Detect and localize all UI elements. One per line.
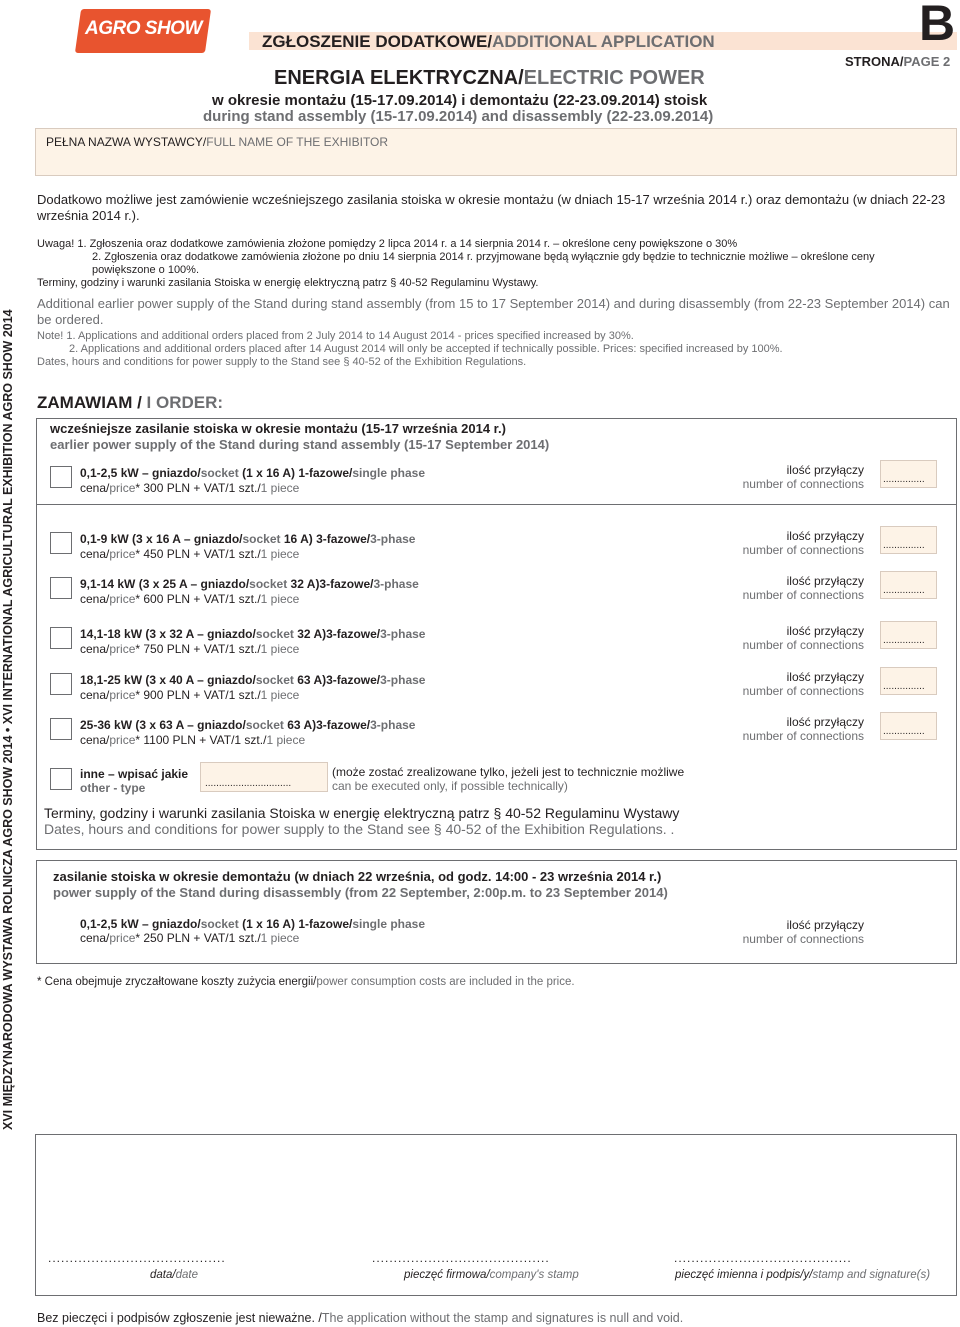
- qty-field[interactable]: ...............: [880, 526, 937, 554]
- heading: ENERGIA ELEKTRYCZNA/ELECTRIC POWER: [274, 67, 705, 89]
- stamp-dots: .........................................: [372, 1251, 550, 1265]
- option-price: cena/price* 900 PLN + VAT/1 szt./1 piece: [80, 688, 300, 702]
- terms-pl: Terminy, godziny i warunki zasilania Stoiska w energię elektryczną patrz § 40-52 Regulaminu Wystawy: [44, 805, 680, 821]
- footnote: * Cena obejmuje zryczałtowane koszty zużycia energii/power consumption costs are included in the price.: [37, 976, 575, 988]
- intro-en-terms: Dates, hours and conditions for power supply to the Stand see § 40-52 of the Exhibition Regulations.: [37, 356, 527, 368]
- intro-pl-main: Dodatkowo możliwe jest zamówienie wcześniejszego zasilania stoiska w okresie montażu (w dniach 15-17 września 2014 r.) oraz demontażu (w dniach 22-23 września 2014 r.).: [37, 192, 946, 223]
- qty-label-pl: ilość przyłączy: [786, 463, 864, 477]
- qty-label-pl: ilość przyłączy: [786, 715, 864, 729]
- qty-label-en: number of connections: [742, 729, 864, 743]
- option-label: 25-36 kW (3 x 63 A – gniazdo/socket 63 A)3-fazowe/3-phase: [80, 718, 416, 732]
- option-price: cena/price* 750 PLN + VAT/1 szt./1 piece: [80, 642, 300, 656]
- signature-label: pieczęć imienna i podpis/y/stamp and signature(s): [675, 1269, 931, 1281]
- disassembly-qty-label-pl: ilość przyłączy: [786, 918, 864, 932]
- order-heading: ZAMAWIAM / I ORDER:: [37, 393, 224, 412]
- option-checkbox[interactable]: [50, 718, 72, 740]
- option-price: cena/price* 1100 PLN + VAT/1 szt./1 piece: [80, 733, 306, 747]
- option-checkbox[interactable]: [50, 673, 72, 695]
- assembly-title-pl: wcześniejsze zasilanie stoiska w okresie montażu (15-17 września 2014 r.): [50, 421, 506, 436]
- side-banner-text: XVI MIĘDZYNARODOWA WYSTAWA ROLNICZA AGRO SHOW 2014 • XVI INTERNATIONAL AGRICULTURAL EXHIBITION AGRO SHOW 2014: [1, 309, 15, 1130]
- option-price: cena/price* 600 PLN + VAT/1 szt./1 piece: [80, 592, 300, 606]
- qty-label-en: number of connections: [742, 684, 864, 698]
- intro-pl: [37, 192, 953, 290]
- disassembly-qty-label-en: number of connections: [742, 932, 864, 946]
- option-label: 0,1-9 kW (3 x 16 A – gniazdo/socket 16 A) 3-fazowe/3-phase: [80, 532, 416, 546]
- intro-pl-note2: 2. Zgłoszenia oraz dodatkowe zamówienia złożone po dniu 14 sierpnia 2014 r. przyjmowane będą wyłącznie gdy będzie to technicznie możliwe – określone ceny: [92, 251, 875, 263]
- qty-label-pl: ilość przyłączy: [786, 624, 864, 638]
- date-dots: .........................................: [48, 1251, 226, 1265]
- period-pl: w okresie montażu (15-17.09.2014) i demontażu (22-23.09.2014) stoisk: [212, 92, 708, 109]
- intro-en-note2: 2. Applications and additional orders placed after 14 August 2014 will only be accepted if technically possible. Prices: specified increased by 100%.: [69, 343, 783, 355]
- qty-label-pl: ilość przyłączy: [786, 670, 864, 684]
- intro-en: [37, 296, 953, 369]
- other-note-en: can be executed only, if possible technically): [332, 779, 568, 793]
- qty-field[interactable]: ...............: [880, 571, 937, 599]
- company-stamp-label: pieczęć firmowa/company's stamp: [404, 1269, 579, 1281]
- intro-en-note1: Note! 1. Applications and additional orders placed from 2 July 2014 to 14 August 2014 - prices specified increased by 30%.: [37, 330, 634, 342]
- other-label-pl: inne – wpisać jakie: [80, 767, 189, 781]
- qty-label-en: number of connections: [742, 543, 864, 557]
- other-checkbox[interactable]: [50, 768, 72, 790]
- other-label-en: other - type: [80, 781, 146, 795]
- qty-field[interactable]: ...............: [880, 712, 937, 740]
- period-en: during stand assembly (15-17.09.2014) and disassembly (22-23.09.2014): [203, 108, 714, 125]
- qty-label-en: number of connections: [742, 638, 864, 652]
- option-price: cena/price* 450 PLN + VAT/1 szt./1 piece: [80, 547, 300, 561]
- option-checkbox[interactable]: [50, 466, 72, 488]
- terms-en: Dates, hours and conditions for power supply to the Stand see § 40-52 of the Exhibition Regulations. .: [44, 821, 675, 837]
- option-label: 18,1-25 kW (3 x 40 A – gniazdo/socket 63 A)3-fazowe/3-phase: [80, 673, 426, 687]
- intro-pl-terms: Terminy, godziny i warunki zasilania Stoiska w energię elektryczną patrz § 40-52 Regulaminu Wystawy.: [37, 277, 539, 289]
- other-note-pl: (może zostać zrealizowane tylko, jeżeli jest to technicznie możliwe: [332, 765, 685, 779]
- date-label: data/date: [150, 1269, 198, 1281]
- disassembly-option-label: 0,1-2,5 kW – gniazdo/socket (1 x 16 A) 1-fazowe/single phase: [80, 917, 426, 931]
- intro-en-main: Additional earlier power supply of the Stand during stand assembly (from 15 to 17 September 2014) and during disassembly (from 22-23 September 2014) can be ordered.: [37, 296, 950, 327]
- section-divider: [36, 504, 957, 505]
- intro-pl-note2b: powiększone o 100%.: [92, 264, 200, 276]
- qty-label-pl: ilość przyłączy: [786, 574, 864, 588]
- form-title: ZGŁOSZENIE DODATKOWE/ADDITIONAL APPLICATION: [262, 32, 715, 51]
- option-label: 9,1-14 kW (3 x 25 A – gniazdo/socket 32 A)3-fazowe/3-phase: [80, 577, 419, 591]
- option-label: 0,1-2,5 kW – gniazdo/socket (1 x 16 A) 1-fazowe/single phase: [80, 466, 426, 480]
- option-label: 14,1-18 kW (3 x 32 A – gniazdo/socket 32 A)3-fazowe/3-phase: [80, 627, 426, 641]
- logo-text: AGRO SHOW: [85, 18, 202, 39]
- disassembly-title-en: power supply of the Stand during disassembly (from 22 September, 2:00p.m. to 23 September 2014): [53, 885, 668, 900]
- qty-label-en: number of connections: [742, 588, 864, 602]
- option-checkbox[interactable]: [50, 577, 72, 599]
- disassembly-option-price: cena/price* 250 PLN + VAT/1 szt./1 piece: [80, 931, 300, 945]
- form-letter: B: [919, 0, 956, 51]
- assembly-title-en: earlier power supply of the Stand during stand assembly (15-17 September 2014): [50, 437, 550, 452]
- disassembly-title-pl: zasilanie stoiska w okresie demontażu (w dniach 22 września, od godz. 14:00 - 23 września 2014 r.): [53, 869, 662, 884]
- qty-label-pl: ilość przyłączy: [786, 529, 864, 543]
- option-price: cena/price* 300 PLN + VAT/1 szt./1 piece: [80, 481, 300, 495]
- option-checkbox[interactable]: [50, 627, 72, 649]
- qty-field[interactable]: ...............: [880, 460, 937, 488]
- qty-label-en: number of connections: [742, 477, 864, 491]
- other-type-field[interactable]: ...............................: [200, 762, 328, 792]
- page-number: STRONA/PAGE 2: [845, 54, 951, 69]
- signature-dots: .........................................: [674, 1251, 852, 1265]
- exhibitor-name-label: PEŁNA NAZWA WYSTAWCY/FULL NAME OF THE EXHIBITOR: [46, 135, 389, 149]
- qty-field[interactable]: ...............: [880, 667, 937, 695]
- option-checkbox[interactable]: [50, 532, 72, 554]
- intro-pl-note1: Uwaga! 1. Zgłoszenia oraz dodatkowe zamówienia złożone pomiędzy 2 lipca 2014 r. a 14 sierpnia 2014 r. – określone ceny powiększone o 30%: [37, 238, 738, 250]
- qty-field[interactable]: ...............: [880, 621, 937, 649]
- validity-note: Bez pieczęci i podpisów zgłoszenie jest nieważne. /The application without the stamp and signatures is null and void.: [37, 1311, 684, 1325]
